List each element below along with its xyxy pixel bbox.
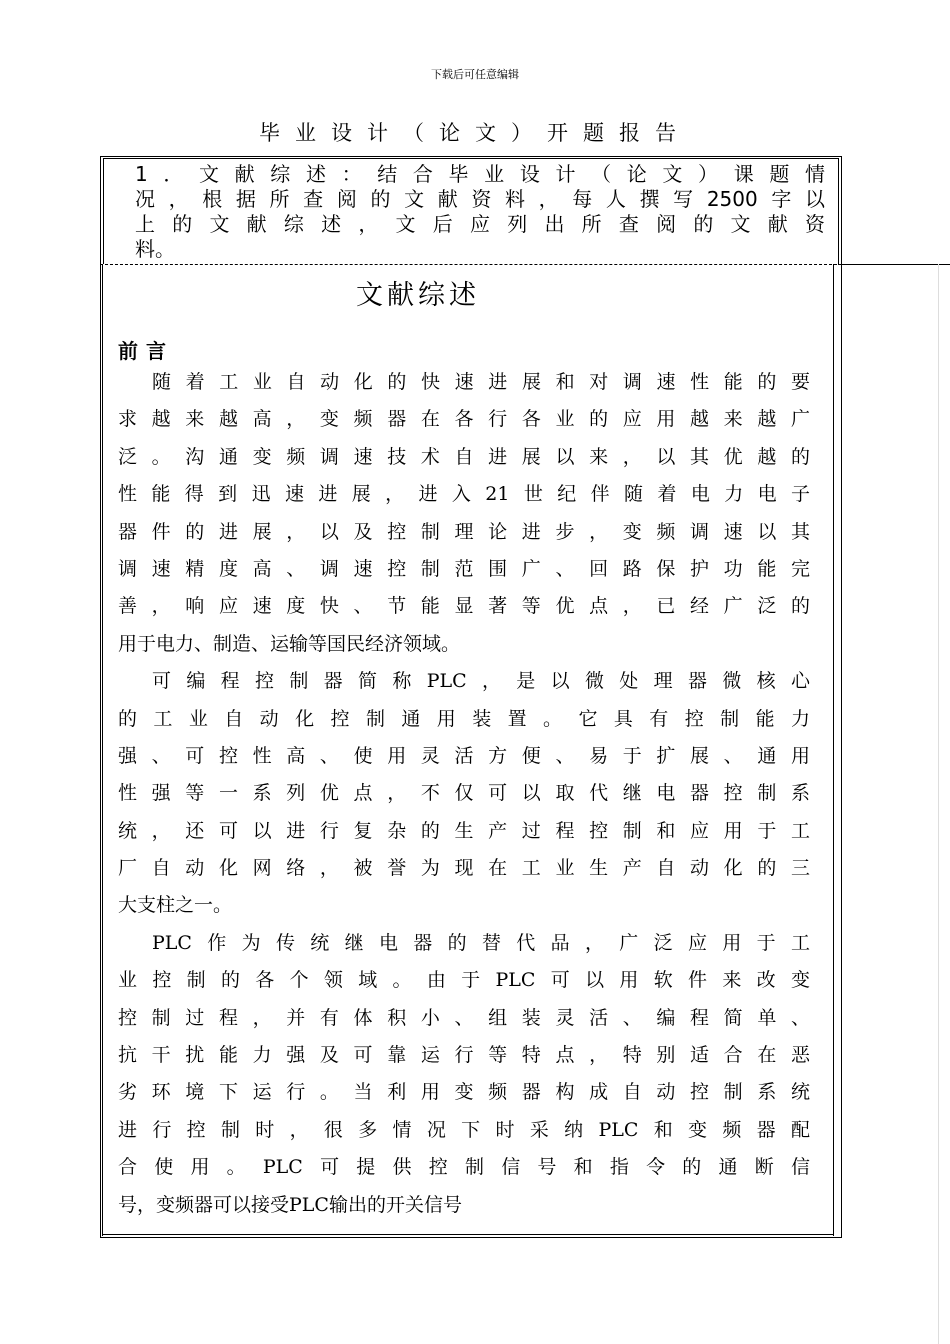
- page-edge-line: [938, 264, 939, 1344]
- prompt-line: 1．文献综述：结合毕业设计（论文）课题情: [135, 162, 825, 186]
- text-line: 抗干扰能力强及可靠运行等特点，特别适合在恶: [118, 1044, 810, 1067]
- sub-heading: 前言: [118, 339, 174, 363]
- text-line: 业控制的各个领域。由于PLC可以用软件来改变: [118, 969, 810, 992]
- text-line: 合使用。PLC可提供控制信号和指令的通断信: [118, 1156, 810, 1179]
- text-line: 强、可控性高、使用灵活方便、易于扩展、通用: [118, 744, 810, 767]
- text-line: 求越来越高，变频器在各行各业的应用越来越广: [118, 408, 810, 431]
- text-line: 泛。沟通变频调速技术自进展以来，以其优越的: [118, 445, 810, 468]
- text-line: 大支柱之一。: [118, 894, 233, 917]
- paragraph: [118, 364, 810, 663]
- text-line: 劣环境下运行。当利用变频器构成自动控制系统: [118, 1081, 810, 1104]
- text-line: 用于电力、制造、运输等国民经济领域。: [118, 632, 461, 655]
- text-line: 厂自动化网络，被誉为现在工业生产自动化的三: [118, 857, 810, 880]
- text-line: 器件的进展，以及控制理论进步，变频调速以其: [118, 520, 810, 543]
- paragraph: [118, 925, 810, 1224]
- text-line: 随着工业自动化的快速进展和对调速性能的要: [152, 371, 810, 393]
- page-title: 毕业设计（论文）开题报告: [259, 121, 691, 145]
- text-line: 统，还可以进行复杂的生产过程控制和应用于工: [118, 819, 810, 842]
- prompt-line: 况，根据所查阅的文献资料，每人撰写2500字以: [135, 187, 825, 211]
- paragraph: [118, 663, 810, 925]
- text-line: 号，变频器可以接受PLC输出的开关信号: [118, 1193, 462, 1216]
- text-line: PLC作为传统继电器的替代品，广泛应用于工: [152, 931, 810, 954]
- prompt-line: 料。: [135, 237, 175, 261]
- text-line: 可编程控制器简称PLC，是以微处理器微核心: [152, 670, 810, 693]
- text-line: 善，响应速度快、节能显著等优点，已经广泛的: [118, 595, 810, 618]
- section-heading: 文献综述: [356, 280, 480, 311]
- section-prompt: [135, 162, 825, 262]
- text-line: 控制过程，并有体积小、组装灵活、编程简单、: [118, 1006, 810, 1029]
- prompt-line: 上的文献综述，文后应列出所查阅的文献资: [135, 212, 825, 236]
- text-line: 性能得到迅速进展，进入21世纪伴随着电力电子: [118, 483, 810, 506]
- dashed-divider: [100, 264, 842, 265]
- text-line: 的工业自动化控制通用装置。它具有控制能力: [118, 707, 810, 730]
- divider-stub: [838, 264, 950, 265]
- text-line: 性强等一系列优点，不仅可以取代继电器控制系: [118, 782, 810, 805]
- text-line: 调速精度高、调速控制范围广、回路保护功能完: [118, 557, 810, 580]
- text-line: 进行控制时，很多情况下时采纳PLC和变频器配: [118, 1118, 810, 1141]
- header-note: 下载后可任意编辑: [431, 68, 519, 81]
- body-text: [118, 364, 810, 1224]
